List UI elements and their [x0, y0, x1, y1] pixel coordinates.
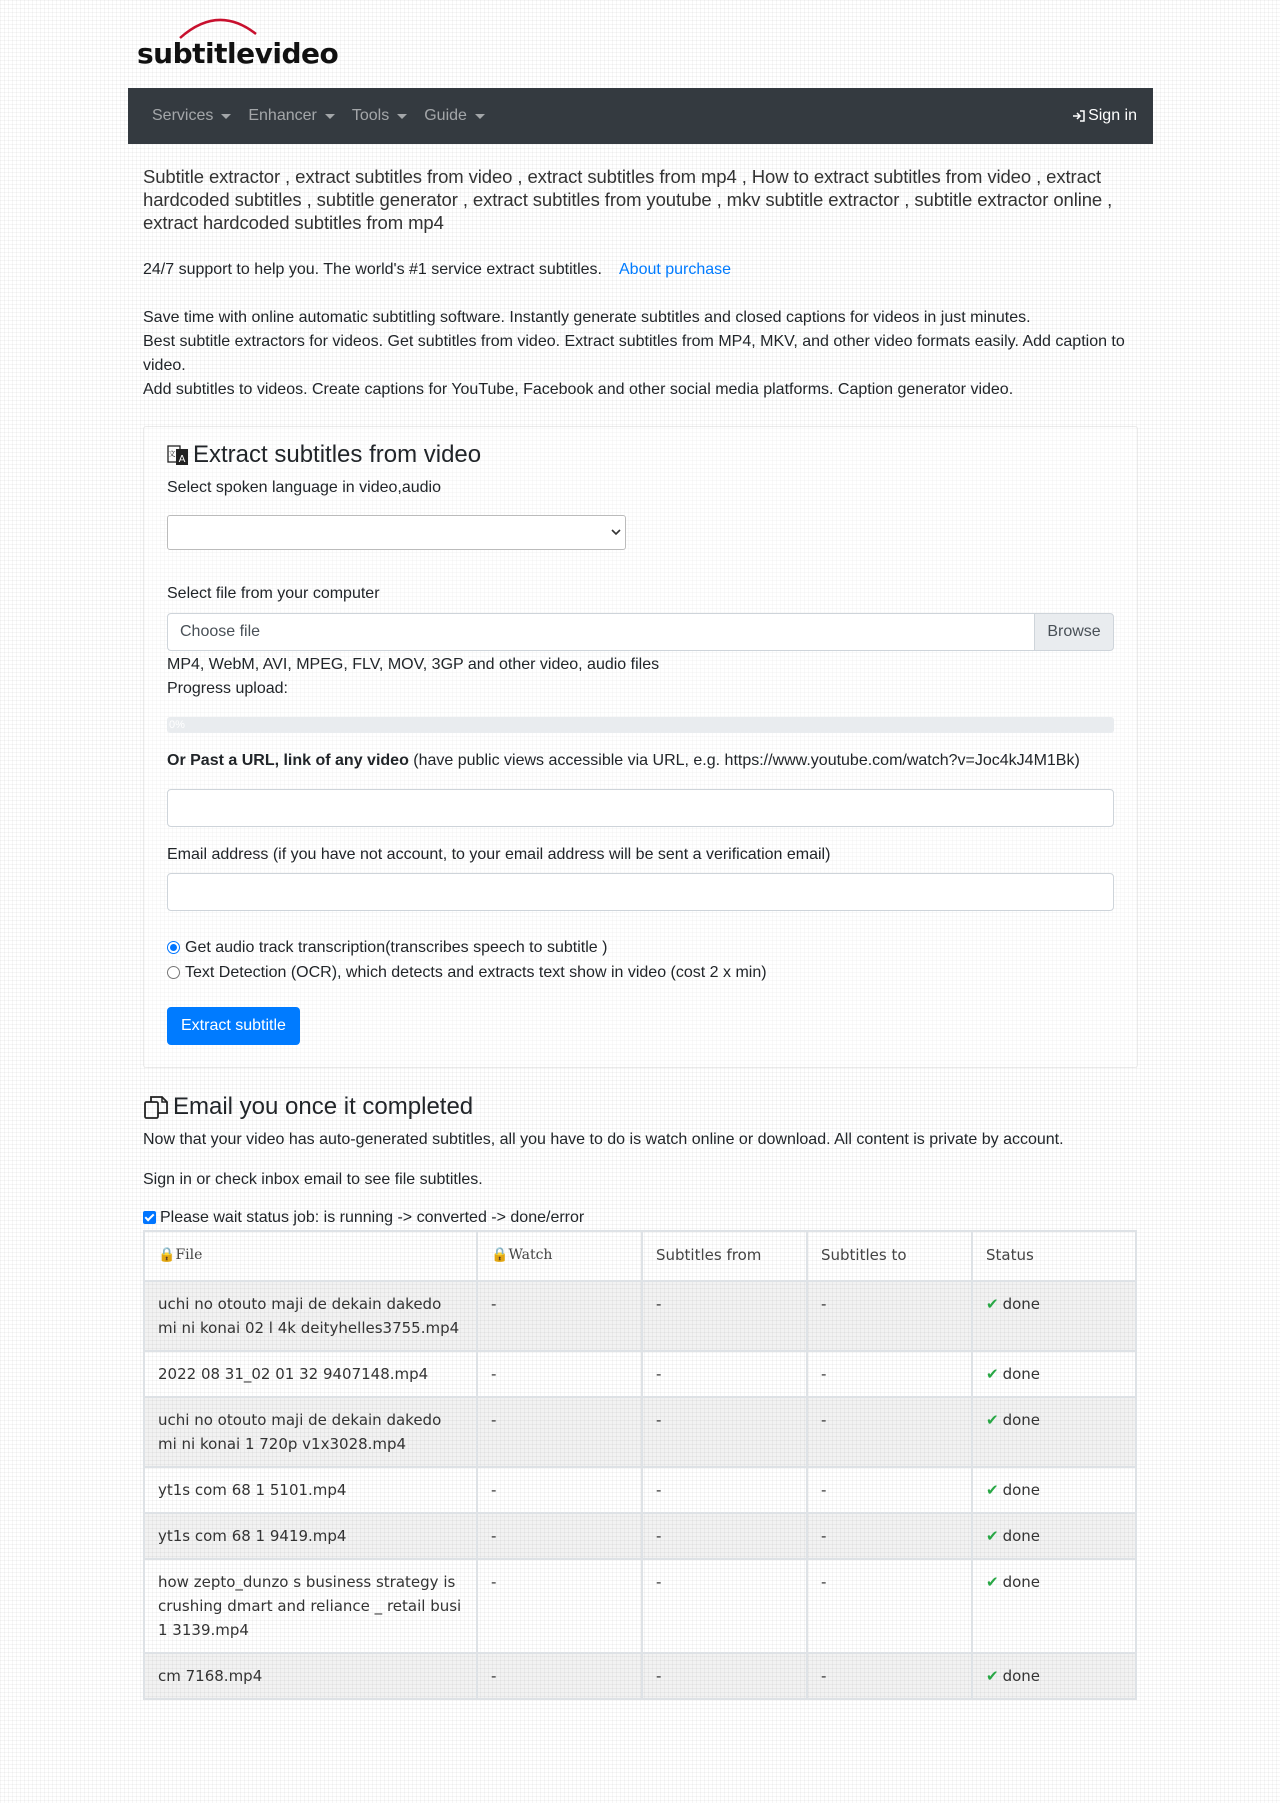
check-icon: ✔ [986, 1666, 999, 1685]
cell-watch: - [477, 1351, 642, 1397]
description-line: Save time with online automatic subtitling software. Instantly generate subtitles and closed captions for videos in just minutes. [143, 309, 1031, 326]
cell-watch: - [477, 1559, 642, 1653]
completion-text-1: Now that your video has auto-generated subtitles, all you have to do is watch online or download. All content is private by account. [143, 1130, 1064, 1148]
sign-in-icon [1072, 109, 1086, 123]
cell-file: yt1s com 68 1 5101.mp4 [144, 1467, 477, 1513]
header-subtitles-to: Subtitles to [807, 1231, 972, 1281]
check-icon: ✔ [986, 1572, 999, 1591]
cell-subtitles-from: - [642, 1467, 807, 1513]
cell-subtitles-from: - [642, 1559, 807, 1653]
support-line [143, 258, 1138, 282]
logo[interactable] [128, 0, 1153, 88]
status-text: done [1002, 1572, 1041, 1591]
support-text: 24/7 support to help you. The world's #1 service extract subtitles. [143, 261, 602, 278]
table-header-row [144, 1231, 1136, 1281]
cell-subtitles-to: - [807, 1653, 972, 1699]
cell-status [972, 1653, 1136, 1699]
header-status: Status [972, 1231, 1136, 1281]
header-watch-label: Watch [508, 1247, 553, 1264]
cell-status [972, 1281, 1136, 1351]
option-ocr[interactable] [167, 960, 1114, 985]
page [128, 0, 1153, 1700]
file-picker[interactable] [167, 613, 1114, 651]
cell-file: uchi no otouto maji de dekain dakedo mi ni konai 1 720p v1x3028.mp4 [144, 1397, 477, 1467]
cell-subtitles-to: - [807, 1513, 972, 1559]
seo-keywords: Subtitle extractor , extract subtitles from video , extract subtitles from mp4 , How to extract subtitles from video , extract hardcoded subtitles , subtitle generator , extract subtitles from youtube , mkv subtitle extractor , subtitle extractor online , extract hardcoded subtitles from mp4 [143, 166, 1113, 233]
table-row [144, 1351, 1136, 1397]
nav-menu [144, 104, 494, 128]
table-row [144, 1467, 1136, 1513]
url-input[interactable] [167, 789, 1114, 827]
extract-form-card [143, 426, 1138, 1068]
browse-button[interactable]: Browse [1034, 613, 1114, 651]
check-icon: ✔ [986, 1480, 999, 1499]
extract-subtitle-button[interactable]: Extract subtitle [167, 1007, 300, 1045]
caret-down-icon [397, 114, 407, 119]
status-text: done [1002, 1666, 1041, 1685]
table-row [144, 1281, 1136, 1351]
copy-icon [143, 1094, 169, 1120]
cell-watch: - [477, 1467, 642, 1513]
check-icon: ✔ [986, 1294, 999, 1313]
status-text: done [1002, 1410, 1041, 1429]
navbar [128, 88, 1153, 144]
cell-status [972, 1467, 1136, 1513]
radio-ocr[interactable] [167, 966, 180, 979]
cell-subtitles-to: - [807, 1467, 972, 1513]
cell-subtitles-to: - [807, 1351, 972, 1397]
nav-item-enhancer[interactable] [240, 104, 344, 128]
caret-down-icon [325, 114, 335, 119]
table-row [144, 1653, 1136, 1699]
chevron-down-icon [611, 526, 621, 538]
cell-status [972, 1559, 1136, 1653]
main-content [128, 165, 1153, 1700]
completion-title-text: Email you once it completed [173, 1092, 474, 1120]
status-checkbox-row[interactable] [143, 1206, 1138, 1230]
cell-file: uchi no otouto maji de dekain dakedo mi ni konai 02 l 4k deityhelles3755.mp4 [144, 1281, 477, 1351]
nav-item-label: Services [152, 107, 214, 124]
table-row [144, 1559, 1136, 1653]
cell-status [972, 1513, 1136, 1559]
table-row [144, 1513, 1136, 1559]
completion-title [143, 1093, 1138, 1122]
cell-watch: - [477, 1653, 642, 1699]
file-input[interactable]: Choose file [167, 613, 1034, 651]
translate-icon [167, 443, 189, 467]
header-watch [477, 1231, 642, 1281]
cell-watch: - [477, 1397, 642, 1467]
check-icon: ✔ [986, 1410, 999, 1429]
description [143, 306, 1138, 402]
cell-subtitles-from: - [642, 1653, 807, 1699]
description-line: Best subtitle extractors for videos. Get subtitles from video. Extract subtitles from MP4, MKV, and other video formats easily. Add caption to video. [143, 333, 1125, 374]
cell-file: how zepto_dunzo s business strategy is crushing dmart and reliance _ retail busi 1 3139.mp4 [144, 1559, 477, 1653]
caret-down-icon [475, 114, 485, 119]
radio-audio[interactable] [167, 941, 180, 954]
table-row [144, 1397, 1136, 1467]
lock-icon: 🔒 [491, 1247, 509, 1264]
language-label: Select spoken language in video,audio [167, 478, 441, 496]
formats-note: MP4, WebM, AVI, MPEG, FLV, MOV, 3GP and other video, audio files [167, 655, 660, 673]
header-subtitles-from: Subtitles from [642, 1231, 807, 1281]
status-text: done [1002, 1526, 1041, 1545]
nav-item-label: Guide [424, 107, 467, 124]
svg-text:文: 文 [168, 450, 176, 459]
header-file [144, 1231, 477, 1281]
cell-status [972, 1351, 1136, 1397]
jobs-table [143, 1230, 1137, 1700]
cell-subtitles-from: - [642, 1351, 807, 1397]
email-label: Email address (if you have not account, to your email address will be sent a verification email) [167, 845, 831, 863]
completion-text-2: Sign in or check inbox email to see file subtitles. [143, 1170, 483, 1188]
language-select[interactable] [167, 515, 626, 550]
progress-label: Progress upload: [167, 679, 288, 697]
url-label-rest: (have public views accessible via URL, e.g. https://www.youtube.com/watch?v=Joc4kJ4M1Bk) [408, 751, 1080, 769]
status-checkbox-label: Please wait status job: is running -> converted -> done/error [160, 1208, 585, 1226]
cell-subtitles-to: - [807, 1559, 972, 1653]
brand-name: subtitlevideo [137, 37, 339, 70]
status-text: done [1002, 1480, 1041, 1499]
check-icon: ✔ [986, 1364, 999, 1383]
cell-file: 2022 08 31_02 01 32 9407148.mp4 [144, 1351, 477, 1397]
cell-status [972, 1397, 1136, 1467]
option-audio-transcription[interactable] [167, 935, 1114, 960]
cell-file: yt1s com 68 1 9419.mp4 [144, 1513, 477, 1559]
nav-item-services[interactable] [144, 104, 240, 128]
check-icon: ✔ [986, 1526, 999, 1545]
cell-file: cm 7168.mp4 [144, 1653, 477, 1699]
cell-subtitles-from: - [642, 1281, 807, 1351]
description-line: Add subtitles to videos. Create captions for YouTube, Facebook and other social media platforms. Caption generator video. [143, 381, 1014, 398]
url-label-bold: Or Past a URL, link of any video [167, 751, 409, 769]
option-audio-label: Get audio track transcription(transcribes speech to subtitle ) [185, 938, 608, 956]
cell-subtitles-to: - [807, 1397, 972, 1467]
status-text: done [1002, 1294, 1041, 1313]
status-checkbox[interactable] [143, 1211, 156, 1224]
status-text: done [1002, 1364, 1041, 1383]
sign-in-label: Sign in [1088, 107, 1137, 124]
upload-progress-bar [167, 717, 1114, 733]
sign-in-link[interactable] [1072, 104, 1137, 128]
header-file-label: File [175, 1247, 203, 1264]
about-purchase-link[interactable]: About purchase [619, 261, 732, 278]
cell-watch: - [477, 1281, 642, 1351]
svg-text:A: A [178, 454, 186, 466]
progress-text: 0% [169, 718, 185, 731]
nav-item-label: Tools [351, 107, 390, 124]
lock-icon: 🔒 [158, 1247, 176, 1264]
cell-subtitles-to: - [807, 1281, 972, 1351]
url-label [167, 749, 1114, 773]
caret-down-icon [221, 114, 231, 119]
mode-options [167, 935, 1114, 985]
cell-subtitles-from: - [642, 1513, 807, 1559]
option-ocr-label: Text Detection (OCR), which detects and extracts text show in video (cost 2 x min) [185, 963, 767, 981]
nav-item-guide[interactable] [416, 104, 494, 128]
cell-watch: - [477, 1513, 642, 1559]
cell-subtitles-from: - [642, 1397, 807, 1467]
file-label: Select file from your computer [167, 584, 380, 602]
nav-item-label: Enhancer [248, 107, 317, 124]
extract-form-title [167, 441, 1114, 470]
email-input[interactable] [167, 873, 1114, 911]
nav-item-tools[interactable] [344, 104, 416, 128]
extract-form-title-text: Extract subtitles from video [193, 441, 482, 468]
